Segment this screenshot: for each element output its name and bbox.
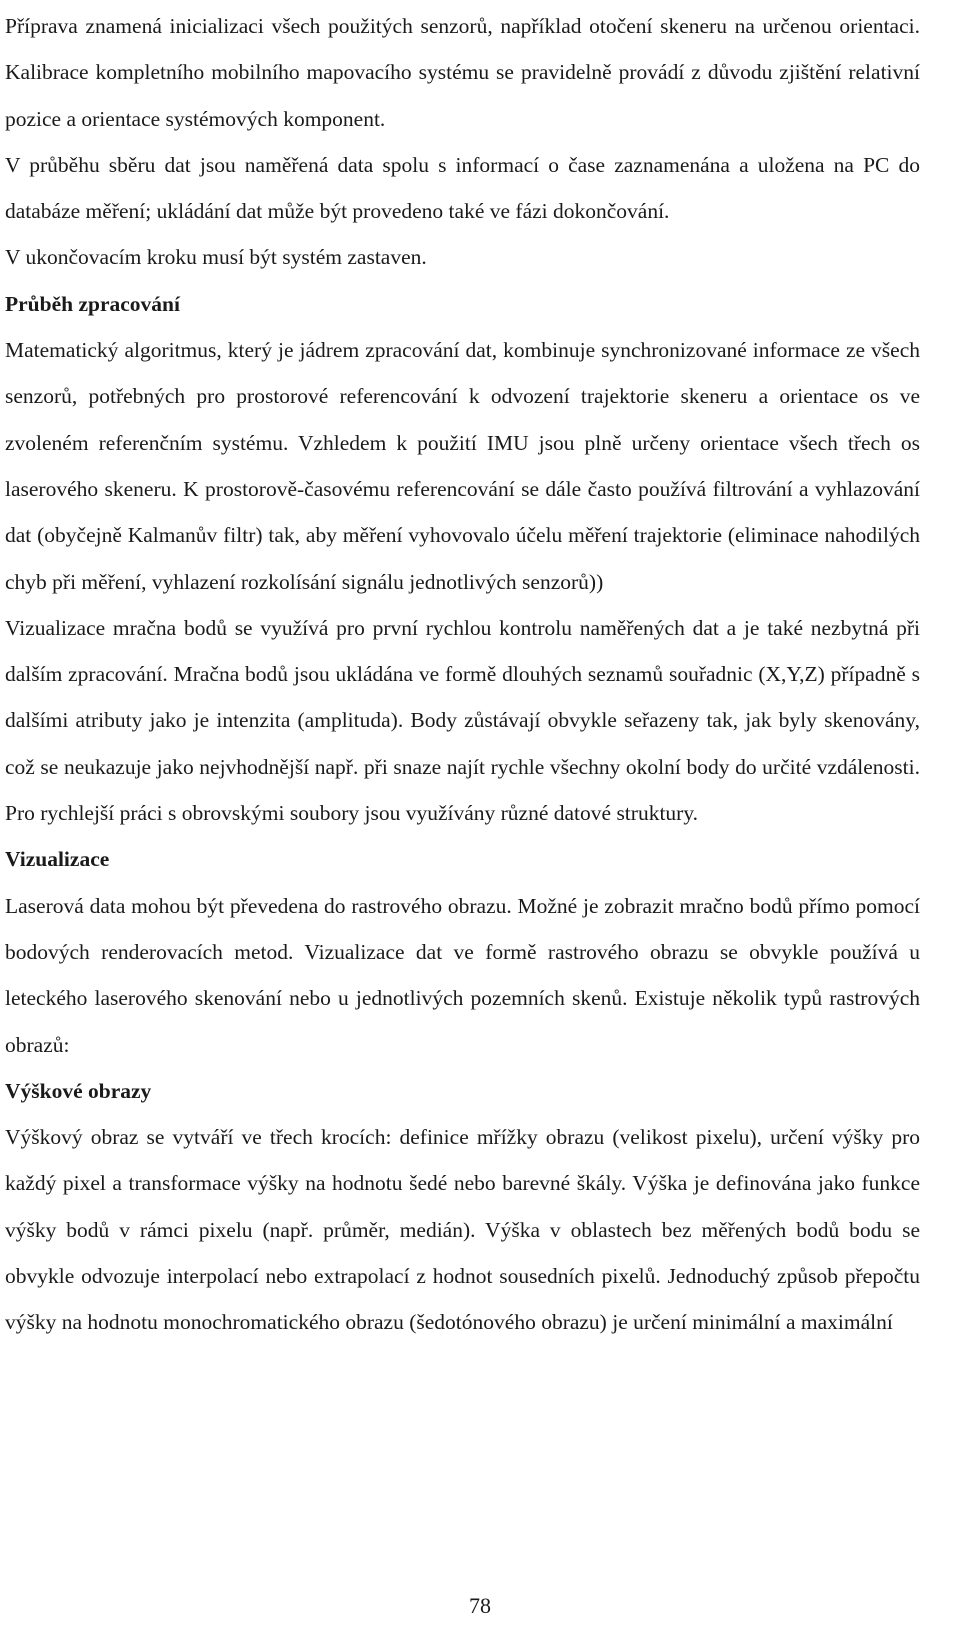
- paragraph-height-image: Výškový obraz se vytváří ve třech krocích: definice mřížky obrazu (velikost pixelu), určení výšky pro každý pixel a transformace výšky na hodnotu šedé nebo barevné škály. Výška je definována jako funkce výšky bodů v rámci pixelu (např. průměr, medián). Výška v oblastech bez měřených bodů bodu se obvykle odvozuje interpolací nebo extrapolací z hodnot sousedních pixelů. Jednoduchý způsob přepočtu výšky na hodnotu monochromatického obrazu (šedotónového obrazu) je určení minimální a maximální: [5, 1125, 920, 1335]
- document-page: [5, 3, 920, 1346]
- heading-height-images: Výškové obrazy: [5, 1078, 152, 1103]
- paragraph-data-collection: V průběhu sběru dat jsou naměřená data spolu s informací o čase zaznamenána a uložena na PC do databáze měření; ukládání dat může být provedeno také ve fázi dokončování.: [5, 152, 920, 224]
- paragraph-termination: V ukončovacím kroku musí být systém zastaven.: [5, 245, 427, 270]
- heading-processing: Průběh zpracování: [5, 291, 180, 316]
- paragraph-point-cloud-visualization: Vizualizace mračna bodů se využívá pro první rychlou kontrolu naměřených dat a je také nezbytná při dalším zpracování. Mračna bodů jsou ukládána ve formě dlouhých seznamů souřadnic (X,Y,Z) případně s dalšími atributy jako je intenzita (amplituda). Body zůstávají obvykle seřazeny tak, jak byly skenovány, což se neukazuje jako nejvhodnější např. při snaze najít rychle všechny okolní body do určité vzdálenosti. Pro rychlejší práci s obrovskými soubory jsou využívány různé datové struktury.: [5, 615, 920, 826]
- paragraph-raster-image: Laserová data mohou být převedena do rastrového obrazu. Možné je zobrazit mračno bodů přímo pomocí bodových renderovacích metod. Vizualizace dat ve formě rastrového obrazu se obvykle používá u leteckého laserového skenování nebo u jednotlivých pozemních skenů. Existuje několik typů rastrových obrazů:: [5, 893, 920, 1057]
- heading-visualization: Vizualizace: [5, 847, 110, 872]
- paragraph-algorithm: Matematický algoritmus, který je jádrem zpracování dat, kombinuje synchronizované informace ze všech senzorů, potřebných pro prostorové referencování k odvození trajektorie skeneru a orientace os ve zvoleném referenčním systému. Vzhledem k použití IMU jsou plně určeny orientace všech třech os laserového skeneru. K prostorově-časovému referencování se dále často používá filtrování a vyhlazování dat (obyčejně Kalmanův filtr) tak, aby měření vyhovovalo účelu měření trajektorie (eliminace nahodilých chyb při měření, vyhlazení rozkolísání signálu jednotlivých senzorů)): [5, 338, 920, 594]
- paragraph-preparation: Příprava znamená inicializaci všech použitých senzorů, například otočení skeneru na určenou orientaci. Kalibrace kompletního mobilního mapovacího systému se pravidelně provádí z důvodu zjištění relativní pozice a orientace systémových komponent.: [5, 14, 920, 131]
- page-number: 78: [469, 1593, 491, 1618]
